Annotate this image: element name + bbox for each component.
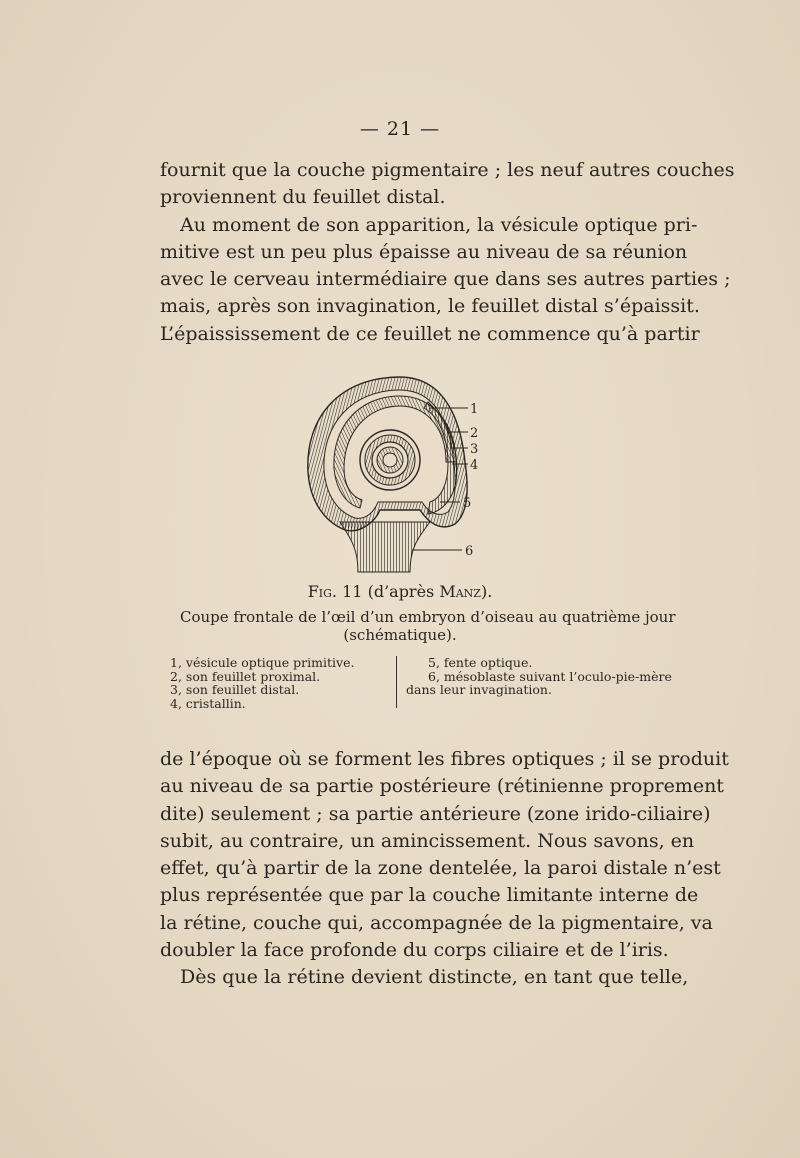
legend-divider <box>396 656 397 708</box>
figure-label: 4 <box>470 458 479 473</box>
figure-description <box>180 608 676 644</box>
text-line: dite) seulement ; sa partie antérieure (zone irido-ciliaire) <box>160 802 711 825</box>
figure-source-close: ). <box>480 582 493 601</box>
figure-caption-title <box>0 582 800 601</box>
text-line: mitive est un peu plus épaisse au niveau de sa réunion <box>160 240 688 263</box>
legend-left-column <box>170 656 390 710</box>
paragraph-bottom <box>160 746 729 992</box>
text-line: L’épaississement de ce feuillet ne commence qu’à partir <box>160 322 700 345</box>
legend-item: 4, cristallin. <box>170 695 246 711</box>
figure-number: 11 <box>342 582 363 601</box>
figure-label: 6 <box>465 544 474 559</box>
paragraph-top <box>160 157 735 348</box>
legend-item: 2, son feuillet proximal. <box>170 668 321 684</box>
text-line: Au moment de son apparition, la vésicule optique pri- <box>180 213 698 236</box>
text-line: au niveau de sa partie postérieure (rétinienne proprement <box>160 775 724 798</box>
legend-item: dans leur invagination. <box>406 682 552 698</box>
text-line: effet, qu’à partir de la zone dentelée, la paroi distale n’est <box>160 857 721 880</box>
legend-item: 3, son feuillet distal. <box>170 682 300 698</box>
legend-right-column <box>406 655 672 698</box>
text-line: Dès que la rétine devient distincte, en tant que telle, <box>180 966 689 989</box>
figure-source-open: (d’après <box>367 582 435 601</box>
text-line: subit, au contraire, un amincissement. Nous savons, en <box>160 829 695 852</box>
legend-item: 6, mésoblaste suivant l’oculo-pie-mère <box>428 668 672 684</box>
text-line: doubler la face profonde du corps ciliaire et de l’iris. <box>160 939 669 962</box>
figure-author: Manz <box>439 582 481 601</box>
text-line: plus représentée que par la couche limitante interne de <box>160 884 699 907</box>
text-line: avec le cerveau intermédiaire que dans ses autres parties ; <box>160 268 731 291</box>
figure-description-line: (schématique). <box>343 626 457 644</box>
legend-item: 5, fente optique. <box>428 655 533 670</box>
text-line: la rétine, couche qui, accompagnée de la pigmentaire, va <box>160 911 713 934</box>
figure-label: 1 <box>470 402 479 417</box>
legend-item: 1, vésicule optique primitive. <box>170 655 355 670</box>
text-line: mais, après son invagination, le feuillet distal s’épaissit. <box>160 295 700 318</box>
eye-section-illustration <box>300 372 500 582</box>
text-line: fournit que la couche pigmentaire ; les neuf autres couches <box>160 159 735 181</box>
figure-description-line: Coupe frontale de l’œil d’un embryon d’oiseau au quatrième jour <box>180 608 676 626</box>
text-line: de l’époque où se forment les fibres optiques ; il se produit <box>160 748 729 770</box>
figure-legend <box>170 655 672 712</box>
eye-embryo-figure <box>300 372 500 582</box>
figure-label: 3 <box>470 442 479 457</box>
figure-label: 5 <box>463 496 472 511</box>
figure-label: 2 <box>470 426 479 441</box>
text-line: proviennent du feuillet distal. <box>160 186 446 209</box>
figure-prefix: Fig. <box>307 582 338 601</box>
page-number: — 21 — <box>359 118 441 140</box>
